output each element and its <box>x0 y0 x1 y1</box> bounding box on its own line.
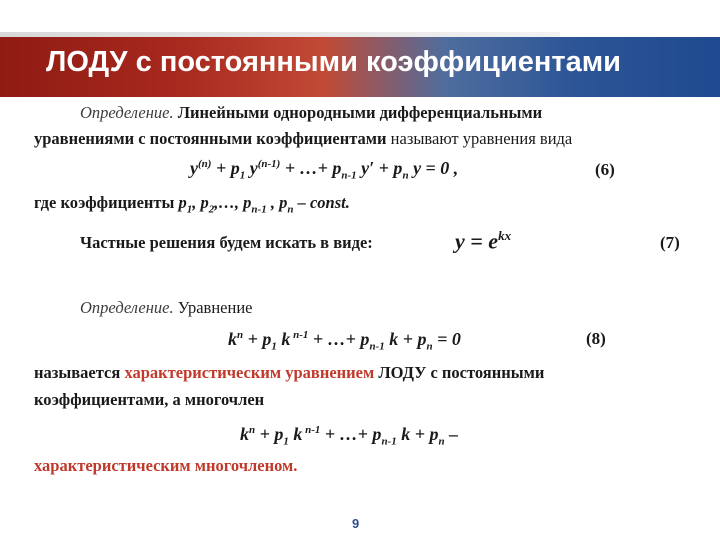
definition-line-1 <box>80 103 542 123</box>
coef-part: , p <box>266 193 288 212</box>
definition-2-text: Уравнение <box>177 298 253 317</box>
eq8-part: = 0 <box>432 329 461 349</box>
characteristic-polynomial-term: характеристическим многочленом. <box>34 456 298 475</box>
eq7-exponent: kx <box>498 228 512 243</box>
equation-7-number: (7) <box>660 233 680 252</box>
eq8-part: k <box>228 329 237 349</box>
eq6-sub: 1 <box>239 169 246 182</box>
coefficients-list <box>178 193 350 216</box>
equation-6 <box>190 158 458 182</box>
poly-sup: n <box>249 424 256 436</box>
poly-part: k <box>288 424 303 444</box>
coefficients-line <box>34 193 350 215</box>
equation-8 <box>228 329 461 353</box>
coef-sub: n <box>287 203 294 216</box>
poly-part: + p <box>255 424 284 444</box>
definition-2-label: Определение. <box>80 298 174 317</box>
eq6-sub: n-1 <box>341 169 357 182</box>
eq6-part: + p <box>211 158 240 178</box>
poly-part: k <box>240 424 249 444</box>
coef-part: – const. <box>293 193 350 212</box>
eq8-part: + p <box>243 329 272 349</box>
definition-text-2-rest: называют уравнения вида <box>390 129 573 148</box>
poly-part: k + p <box>396 424 439 444</box>
poly-sup: n-1 <box>302 424 321 436</box>
definition-text-1: Линейными однородными дифференциальными <box>177 103 543 122</box>
poly-sub: 1 <box>283 435 289 448</box>
definition-label: Определение. <box>80 103 174 122</box>
slide-title: ЛОДУ с постоянными коэффициентами <box>46 46 621 78</box>
eq8-sub: 1 <box>271 340 277 353</box>
called-line-2: коэффициентами, а многочлен <box>34 390 265 409</box>
definition-text-2: уравнениями с постоянными коэффициентами <box>34 129 387 148</box>
eq8-part: + …+ p <box>308 329 370 349</box>
called-prefix: называется <box>34 363 121 382</box>
coef-sub: 1 <box>186 203 193 216</box>
solutions-text: Частные решения будем искать в виде: <box>80 233 373 252</box>
eq8-sub: n <box>426 340 433 353</box>
eq8-sup: n-1 <box>290 329 309 341</box>
coef-part: ,…, p <box>214 193 252 212</box>
eq6-sup: (n-1) <box>257 158 281 170</box>
equation-6-number: (6) <box>595 160 615 179</box>
eq8-part: k + p <box>384 329 427 349</box>
coef-sub: 2 <box>208 203 215 216</box>
eq8-part: k <box>276 329 291 349</box>
eq8-sub: n-1 <box>369 340 385 353</box>
coef-part: , p <box>192 193 209 212</box>
polynomial <box>240 424 458 448</box>
eq6-part: y <box>190 158 198 178</box>
called-suffix: ЛОДУ с постоянными <box>378 363 545 382</box>
eq6-part: y <box>245 158 258 178</box>
poly-sub: n-1 <box>381 435 397 448</box>
definition-2-line <box>80 298 252 318</box>
poly-part: – <box>444 424 459 444</box>
eq7-base: y = e <box>455 228 499 254</box>
definition-line-2 <box>34 129 572 149</box>
eq6-sub: n <box>402 169 409 182</box>
page-number: 9 <box>352 516 360 531</box>
coef-part: p <box>178 193 187 212</box>
eq6-part: y′ + p <box>356 158 403 178</box>
coefficients-prefix: где коэффициенты <box>34 193 175 212</box>
eq6-part: + …+ p <box>280 158 342 178</box>
called-line-1 <box>34 363 544 383</box>
eq6-sup: (n) <box>198 158 212 170</box>
eq8-sup: n <box>237 329 244 341</box>
poly-sub: n <box>438 435 445 448</box>
coef-sub: n-1 <box>251 203 267 216</box>
poly-part: + …+ p <box>320 424 382 444</box>
characteristic-equation-term: характеристическим уравнением <box>124 363 375 382</box>
eq6-part: y = 0 , <box>408 158 459 178</box>
equation-7 <box>455 228 511 254</box>
equation-8-number: (8) <box>586 329 606 348</box>
